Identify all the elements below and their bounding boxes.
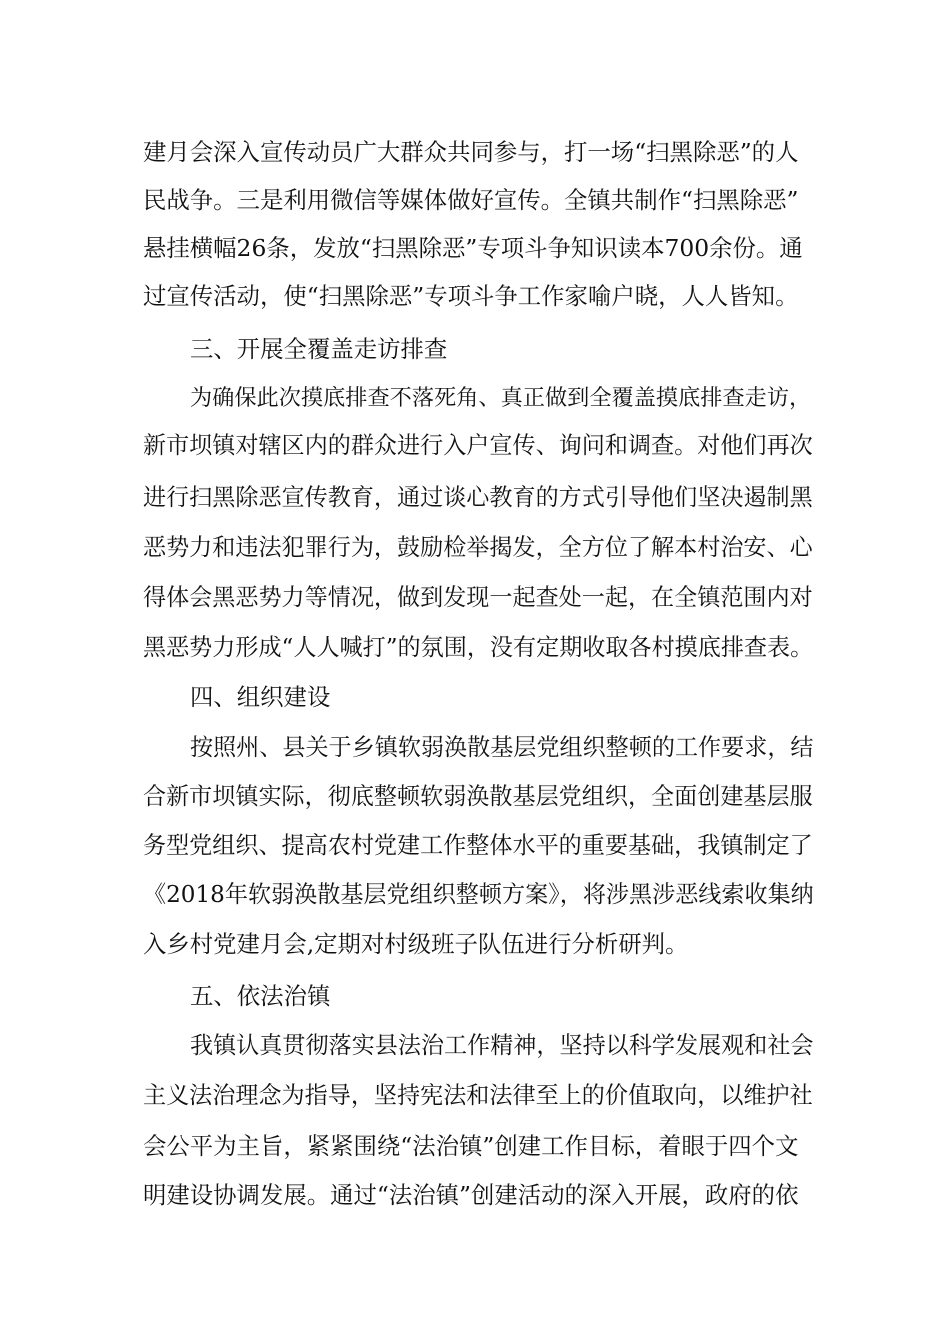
paragraph-line: 建月会深入宣传动员广大群众共同参与，打一场“扫黑除恶”的人	[143, 138, 799, 166]
paragraph-line: 《2018年软弱涣散基层党组织整顿方案》，将涉黑涉恶线索收集纳	[143, 882, 814, 908]
paragraph-line: 民战争。三是利用微信等媒体做好宣传。全镇共制作“扫黑除恶”	[143, 186, 799, 214]
paragraph-line: 恶势力和违法犯罪行为，鼓励检举揭发，全方位了解本村治安、心	[143, 535, 813, 561]
section-heading: 三、开展全覆盖走访排查	[190, 335, 448, 363]
paragraph-line: 会公平为主旨，紧紧围绕“法治镇”创建工作目标，着眼于四个文	[143, 1132, 799, 1160]
section-heading: 四、组织建设	[190, 683, 331, 711]
section-heading: 五、依法治镇	[190, 982, 331, 1010]
paragraph-line: 过宣传活动，使“扫黑除恶”专项斗争工作家喻户晓，人人皆知。	[143, 282, 799, 310]
paragraph-line: 进行扫黑除恶宣传教育，通过谈心教育的方式引导他们坚决遏制黑	[143, 485, 813, 511]
paragraph-line: 为确保此次摸底排查不落死角、真正做到全覆盖摸底排查走访，	[190, 385, 812, 411]
paragraph-line: 悬挂横幅26条，发放“扫黑除恶”专项斗争知识读本700余份。通	[143, 234, 803, 262]
paragraph-line: 务型党组织、提高农村党建工作整体水平的重要基础，我镇制定了	[143, 833, 813, 859]
paragraph-line: 我镇认真贯彻落实县法治工作精神，坚持以科学发展观和社会	[190, 1033, 814, 1059]
paragraph-line: 明建设协调发展。通过“法治镇”创建活动的深入开展，政府的依	[143, 1181, 799, 1209]
paragraph-line: 得体会黑恶势力等情况，做到发现一起查处一起，在全镇范围内对	[143, 585, 813, 611]
paragraph-line: 主义法治理念为指导，坚持宪法和法律至上的价值取向，以维护社	[143, 1083, 813, 1109]
paragraph-line: 入乡村党建月会,定期对村级班子队伍进行分析研判。	[143, 930, 689, 958]
paragraph-line: 按照州、县关于乡镇软弱涣散基层党组织整顿的工作要求，结	[190, 735, 814, 761]
paragraph-line: 新市坝镇对辖区内的群众进行入户宣传、询问和调查。对他们再次	[143, 433, 813, 459]
paragraph-line: 黑恶势力形成“人人喊打”的氛围，没有定期收取各村摸底排查表。	[143, 635, 814, 661]
paragraph-line: 合新市坝镇实际，彻底整顿软弱涣散基层党组织，全面创建基层服	[143, 784, 813, 810]
